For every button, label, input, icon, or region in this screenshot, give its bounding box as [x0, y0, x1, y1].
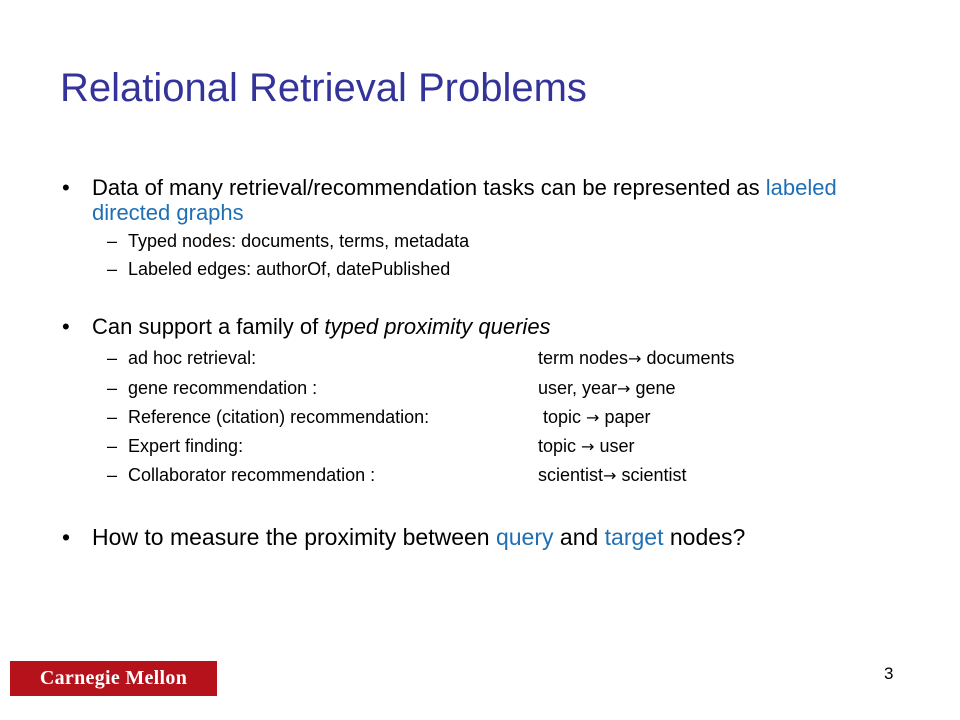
bullet-icon: •: [62, 314, 70, 339]
dash-icon: –: [107, 407, 118, 427]
accent-text: query: [495, 524, 554, 550]
arrow-right-icon: →: [603, 466, 617, 485]
query-type-label: Collaborator recommendation :: [128, 465, 376, 485]
query-type-label: Expert finding:: [128, 436, 244, 456]
accent-text: labeled directed graphs: [92, 175, 837, 225]
arrow-right-icon: →: [617, 379, 631, 398]
query-type-mapping: topic → paper: [543, 407, 651, 427]
query-type-label: gene recommendation :: [128, 378, 318, 398]
arrow-right-icon: →: [628, 349, 642, 368]
dash-icon: –: [107, 378, 118, 398]
bullet-icon: •: [62, 175, 70, 200]
arrow-right-icon: →: [581, 437, 595, 456]
query-type-label: ad hoc retrieval:: [128, 348, 257, 368]
slide-title: Relational Retrieval Problems: [60, 66, 587, 110]
sub-bullet-text: Labeled edges: authorOf, datePublished: [128, 259, 451, 279]
query-type-label: Reference (citation) recommendation:: [128, 407, 430, 427]
dash-icon: –: [107, 259, 118, 279]
query-type-mapping: term nodes→ documents: [538, 348, 735, 368]
bullet-icon: •: [62, 524, 71, 550]
dash-icon: –: [107, 231, 118, 251]
query-type-mapping: user, year→ gene: [538, 378, 676, 398]
italic-text: typed proximity queries: [324, 314, 551, 339]
arrow-right-icon: →: [586, 408, 600, 427]
bullet-text: How to measure the proximity between query and target nodes?: [92, 524, 746, 550]
bullet-text: Can support a family of typed proximity queries: [92, 314, 551, 339]
bullet-text: Data of many retrieval/recommendation tasks can be represented as labeled directed graphs: [92, 175, 837, 225]
dash-icon: –: [107, 465, 118, 485]
dash-icon: –: [107, 436, 118, 456]
query-type-mapping: topic → user: [538, 436, 635, 456]
accent-text: target: [604, 524, 664, 550]
query-type-mapping: scientist→ scientist: [538, 465, 687, 485]
page-number: 3: [884, 664, 894, 683]
sub-bullet-text: Typed nodes: documents, terms, metadata: [128, 231, 470, 251]
carnegie-mellon-logo: Carnegie Mellon: [10, 661, 217, 696]
dash-icon: –: [107, 348, 118, 368]
